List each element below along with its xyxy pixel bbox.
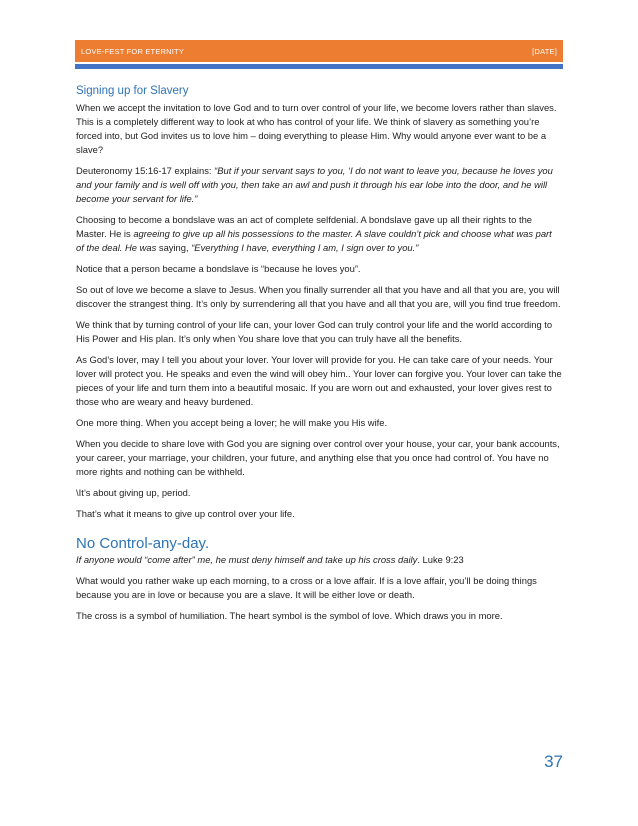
section-heading-slavery: Signing up for Slavery	[76, 85, 189, 97]
paragraph-wake-up: What would you rather wake up each morning, to a cross or a love affair. If is a love affair, you’ll be doing things because you are in love or because you are a slave. It will be either love or death.	[76, 575, 537, 600]
paragraph-giving-up: \It’s about giving up, period.	[76, 487, 191, 498]
paragraph-your-lover: As God’s lover, may I tell you about your lover. Your lover will provide for you. He can take care of your needs. Your lover will protect you. He speaks and even the wind will obey him.. Your lover can forgive you. Your lover can take the pieces of your life and turn them into a beautiful mosaic. If you are worn out and exhausted, your lover gives rest to those who are weary and heavy burdened.	[76, 354, 562, 407]
header-bar	[75, 40, 563, 62]
paragraph-signing-over: When you decide to share love with God you are signing over control over your house, your car, your bank accounts, your career, your marriage, your children, your future, and anything else that you once had control of. You have no more rights and nothing can be withheld.	[76, 438, 560, 477]
paragraph-notice: Notice that a person became a bondslave is “because he loves you”.	[76, 263, 361, 274]
bondslave-text-b: agreeing to give up all his possessions to the master. A slave couldn’t pick and choose what was part of the deal. He was	[76, 228, 552, 253]
document-body	[76, 84, 562, 630]
header-rule	[75, 64, 563, 69]
page-number: 37	[544, 752, 563, 771]
deuteronomy-lead: Deuteronomy 15:16-17 explains:	[76, 165, 215, 176]
paragraph-surrender: So out of love we become a slave to Jesus. When you finally surrender all that you have and all that you are, you will discover the strangest thing. It’s only by surrendering all that you have and all that you are, will you find true freedom.	[76, 284, 561, 309]
bondslave-quote: “Everything I have, everything I am, I sign over to you.”	[191, 242, 419, 253]
paragraph-wife: One more thing. When you accept being a lover; he will make you His wife.	[76, 417, 388, 428]
paragraph-cross-symbol: The cross is a symbol of humiliation. The heart symbol is the symbol of love. Which draws you in more.	[76, 610, 503, 621]
bondslave-text-c: saying,	[158, 242, 192, 253]
paragraph-control: We think that by turning control of your life can, your lover God can truly control your life and the world according to His Power and His plan. It’s only when You share love that you can truly have all the benefits.	[76, 319, 553, 344]
paragraph-bondslave	[76, 213, 562, 255]
section-heading-no-control: No Control-any-day.	[76, 535, 210, 552]
deuteronomy-quote: “But if your servant says to you, ‘I do not want to leave you, because he loves you and your family and is well off with you, then take an awl and push it through his ear lobe into the door, and he will become your servant for life.”	[76, 165, 553, 204]
luke-quote: If anyone would “come after” me, he must deny himself and take up his cross daily	[76, 554, 418, 565]
paragraph-what-it-means: That’s what it means to give up control over your life.	[76, 508, 295, 519]
bondslave-text-a: Choosing to become a bondslave was an act of complete selfdenial. A bondslave gave up all their rights to the Master. He is	[76, 214, 533, 239]
paragraph-deuteronomy	[76, 164, 562, 206]
paragraph-invitation: When we accept the invitation to love God and to turn over control of your life, we become lovers rather than slaves. This is a completely different way to look at who has control of your life. We think of slavery as something you’re forced into, but God invites us to love him – doing everything to please Him. Why would anyone ever want to be a slave?	[76, 102, 557, 155]
header-date: [DATE]	[532, 46, 557, 56]
header-title: LOVE-FEST FOR ETERNITY	[81, 46, 185, 56]
paragraph-luke-quote	[76, 553, 562, 567]
luke-reference: . Luke 9:23	[417, 554, 464, 565]
